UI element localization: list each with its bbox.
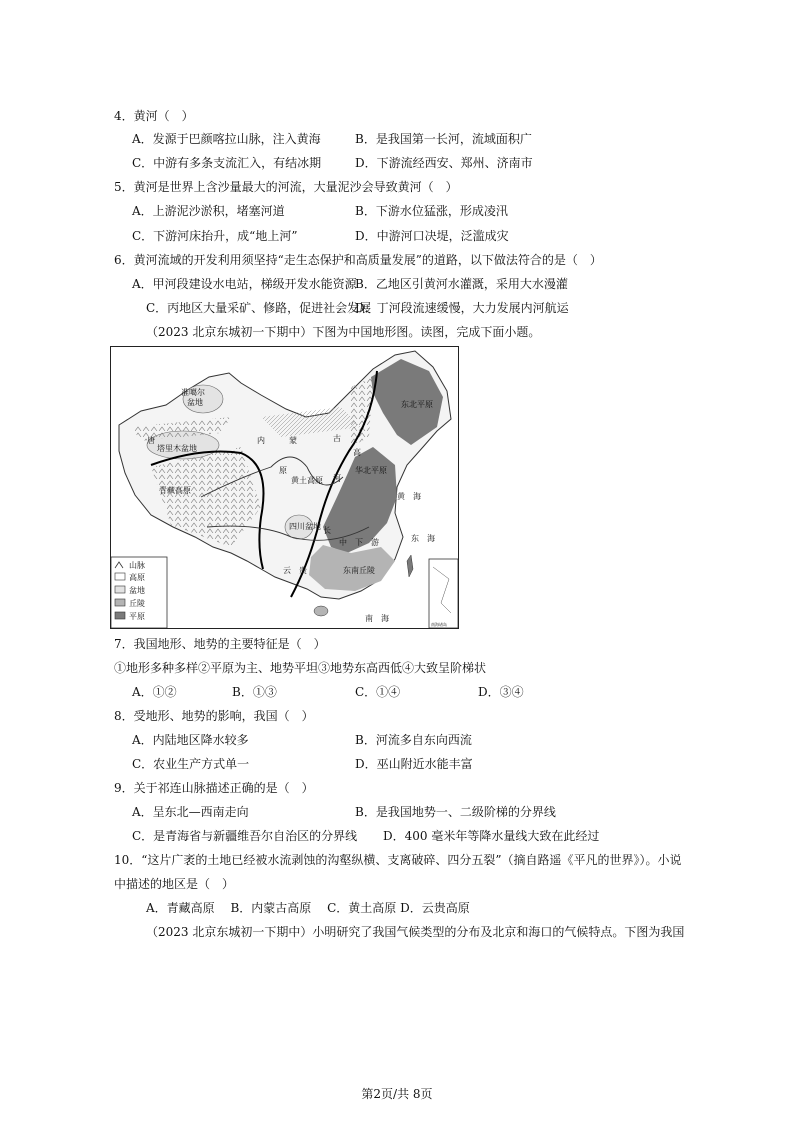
q6-stem: 6．黄河流域的开发利用须坚持“走生态保护和高质量发展”的道路，以下做法符合的是（ ）: [114, 253, 602, 267]
q4-option-c: C．中游有多条支流汇入，有结冰期: [132, 156, 322, 170]
label-he: 河: [333, 474, 341, 483]
q4-option-b: B．是我国第一长河，流域面积广: [355, 132, 532, 146]
label-southeast: 东南丘陵: [343, 566, 375, 575]
label-sichuan: 四川盆地: [289, 522, 321, 531]
q7-option-c: C．①④: [355, 685, 401, 699]
q5-option-c: C．下游河床抬升，成“地上河”: [132, 229, 298, 243]
label-east-sea: 东 海: [411, 534, 435, 543]
q5-option-b: B．下游水位猛涨，形成凌汛: [355, 204, 508, 218]
q6-option-b: B．乙地区引黄河水灌溉，采用大水漫灌: [355, 277, 568, 291]
label-tarim: 塔里木盆地: [157, 444, 197, 453]
q8-option-d: D．巫山附近水能丰富: [355, 757, 473, 771]
china-terrain-map: [110, 346, 459, 629]
q5-option-a: A．上游泥沙淤积，堵塞河道: [132, 204, 285, 218]
legend-hills: 丘陵: [129, 599, 145, 608]
label-tibet: 青藏高原: [159, 486, 191, 495]
label-huabei: 华北平原: [355, 466, 387, 475]
label-south-sea: 南 海: [365, 614, 389, 623]
label-yuan: 原: [279, 466, 287, 475]
q8-option-c: C．农业生产方式单一: [132, 757, 250, 771]
q9-stem: 9．关于祁连山脉描述正确的是（ ）: [114, 781, 314, 795]
q4-stem: 4．黄河（ ）: [114, 109, 194, 123]
q4-option-d: D．下游流经西安、郑州、济南市: [355, 156, 533, 170]
legend-basin: 盆地: [129, 586, 145, 595]
label-junggar: 准噶尔: [181, 388, 205, 397]
legend-mountain: 山脉: [129, 561, 145, 570]
label-zhongxia: 中 下 游: [339, 538, 379, 547]
label-yungui: 云 贵: [283, 566, 307, 575]
q5-stem: 5．黄河是世界上含沙量最大的河流，大量泥沙会导致黄河（ ）: [114, 180, 458, 194]
q7-items: ①地形多种多样②平原为主、地势平坦③地势东高西低④大致呈阶梯状: [114, 661, 487, 675]
q4-option-a: A．发源于巴颜喀拉山脉，注入黄海: [132, 132, 321, 146]
q9-option-c: C．是青海省与新疆维吾尔自治区的分界线: [132, 829, 358, 843]
q7-option-a: A．①②: [132, 685, 177, 699]
label-neimeng: 内 蒙: [257, 436, 297, 445]
label-changjiang: 长: [323, 526, 331, 535]
q10-stem: 10．“这片广袤的土地已经被水流剥蚀的沟壑纵横、支离破碎、四分五裂”（摘自路遥《平凡的世界》）。小说: [114, 853, 682, 867]
label-inset: 南海诸岛: [431, 622, 447, 627]
q10-stem-2: 中描述的地区是（ ）: [114, 877, 235, 891]
q7-stem: 7．我国地形、地势的主要特征是（ ）: [114, 637, 326, 651]
q6-option-c: C．丙地区大量采矿、修路，促进社会发展: [146, 301, 372, 315]
q5-option-d: D．中游河口决堤，泛滥成灾: [355, 229, 509, 243]
page-footer: 第2页/共 8页: [361, 1087, 433, 1101]
q8-stem: 8．受地形、地势的影响，我国（ ）: [114, 709, 314, 723]
label-yellow-sea: 黄 海: [397, 492, 421, 501]
q7-option-d: D．③④: [478, 685, 524, 699]
q8-option-b: B．河流多自东向西流: [355, 733, 472, 747]
q9-option-d: D．400 毫米年等降水量线大致在此经过: [383, 829, 600, 843]
q10-options: A．青藏高原 B．内蒙古高原 C．黄土高原 D．云贵高原: [146, 901, 470, 915]
q7-option-b: B．①③: [232, 685, 277, 699]
label-northeast: 东北平原: [401, 400, 433, 409]
intro-climate-question: （2023 北京东城初一下期中）小明研究了我国气候类型的分布及北京和海口的气候特点。下图为我国: [146, 925, 685, 939]
label-gao: 高: [353, 448, 361, 457]
q6-option-a: A．甲河段建设水电站，梯级开发水能资源: [132, 277, 357, 291]
intro-map-question: （2023 北京东城初一下期中）下图为中国地形图。读图，完成下面小题。: [146, 325, 541, 339]
q8-option-a: A．内陆地区降水较多: [132, 733, 249, 747]
q9-option-b: B．是我国地势一、二级阶梯的分界线: [355, 805, 556, 819]
legend-plateau: 高原: [129, 573, 145, 582]
label-loess: 黄土高原: [291, 476, 323, 485]
q9-option-a: A．呈东北—西南走向: [132, 805, 249, 819]
label-tang: 唐: [147, 436, 155, 445]
label-junggar-2: 盆地: [187, 398, 203, 407]
q6-option-d: D．丁河段流速缓慢，大力发展内河航运: [355, 301, 569, 315]
legend-plain: 平原: [129, 612, 145, 621]
label-gu: 古: [333, 434, 341, 443]
